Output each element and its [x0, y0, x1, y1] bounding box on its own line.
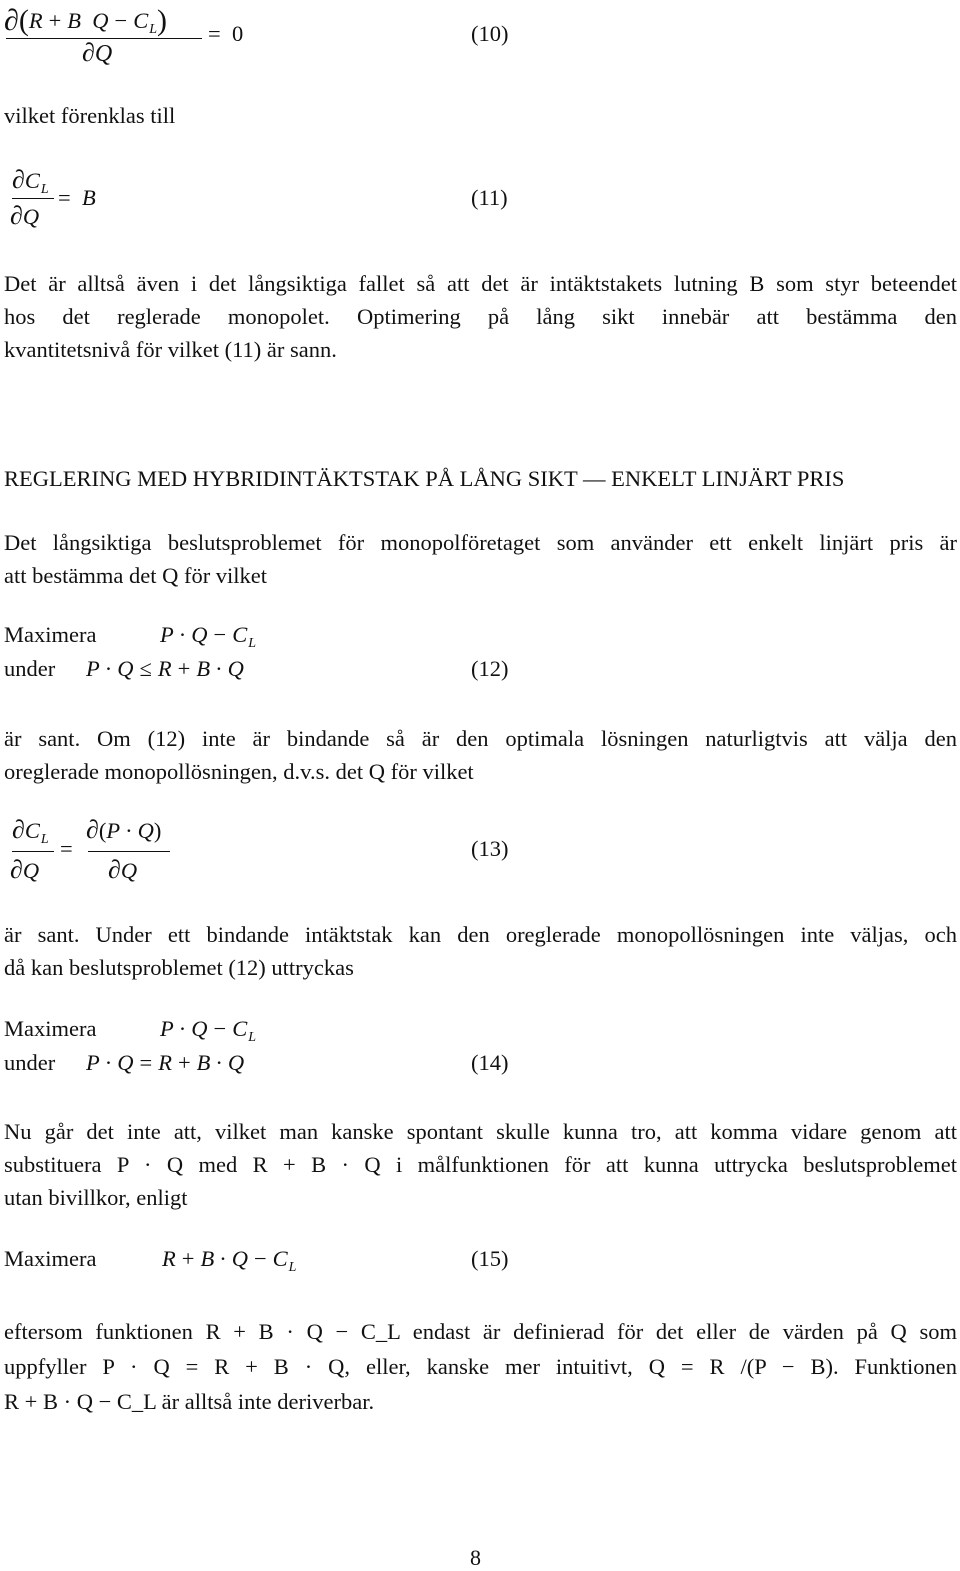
paragraph-2 [4, 526, 957, 592]
problem-15-keyword-maximize: Maximera [4, 1246, 97, 1271]
paragraph-line: är sant. Under ett bindande intäktstak kan den oreglerade monopollösningen inte väljas, och [4, 922, 957, 947]
equation-11-rhs: = B [58, 185, 96, 210]
paragraph-line: eftersom funktionen R + B · Q − C_L endast är definierad för det eller de värden på Q som [4, 1319, 957, 1344]
paragraph-line: är sant. Om (12) inte är bindande så är den optimala lösningen naturligtvis att välja den [4, 726, 957, 751]
problem-15-objective: $R + B \cdot Q - C_L$ [162, 1246, 297, 1275]
paragraph-line: Nu går det inte att, vilket man kanske spontant skulle kunna tro, att komma vidare genom att [4, 1119, 957, 1144]
problem-14-keyword-maximize: Maximera [4, 1016, 97, 1041]
paragraph-3 [4, 722, 957, 788]
paragraph-line: oreglerade monopollösningen, d.v.s. det Q för vilket [4, 759, 474, 784]
paragraph-6 [4, 1314, 957, 1419]
equation-13-lhs-fraction-bar [12, 851, 54, 852]
equation-13-rhs-denominator: ∂Q [108, 855, 138, 884]
paragraph-line: uppfyller P · Q = R + B · Q, eller, kanske mer intuitivt, Q = R /(P − B). Funktionen [4, 1354, 957, 1379]
paragraph-line: hos det reglerade monopolet. Optimering på lång sikt innebär att bestämma den [4, 304, 957, 329]
paragraph-line: Det är alltså även i det långsiktiga fallet så att det är intäktstakets lutning B som styr beteendet [4, 271, 957, 296]
paragraph-line: då kan beslutsproblemet (12) uttryckas [4, 955, 354, 980]
paragraph-5 [4, 1115, 957, 1214]
equation-11-numerator: $\partial C_L$ [12, 165, 49, 197]
problem-12-number: (12) [471, 656, 509, 681]
section-heading: REGLERING MED HYBRIDINTÄKTSTAK PÅ LÅNG SIKT — ENKELT LINJÄRT PRIS [4, 466, 845, 491]
problem-14-number: (14) [471, 1050, 509, 1075]
problem-12-objective: $P \cdot Q - C_L$ [160, 622, 257, 651]
paragraph-line: kvantitetsnivå för vilket (11) är sann. [4, 337, 337, 362]
equation-13-rhs-numerator: ∂(P · Q) [86, 815, 162, 844]
paragraph-1 [4, 267, 957, 366]
paragraph-line: utan bivillkor, enligt [4, 1185, 188, 1210]
equation-10-numerator: ∂(R + B $Q - C_L$) [4, 4, 168, 37]
paragraph-line: substituera P · Q med R + B · Q i målfunktionen för att kunna uttrycka beslutsproblemet [4, 1152, 957, 1177]
equation-11-denominator: ∂Q [10, 201, 40, 230]
problem-14-objective: $P \cdot Q - C_L$ [160, 1016, 257, 1045]
problem-14-constraint: P · Q = R + B · Q [86, 1050, 245, 1075]
equation-13-number: (13) [471, 836, 509, 861]
text-line: vilket förenklas till [4, 103, 176, 128]
equation-13-equals: = [60, 836, 73, 861]
problem-14-keyword-subject-to: under [4, 1050, 56, 1075]
equation-10-rhs: = 0 [208, 21, 244, 46]
equation-10-number: (10) [471, 21, 509, 46]
problem-12-keyword-maximize: Maximera [4, 622, 97, 647]
equation-11-number: (11) [471, 185, 508, 210]
equation-13-lhs-numerator: $\partial C_L$ [12, 815, 49, 847]
equation-13-rhs-fraction-bar [88, 851, 170, 852]
equation-13-lhs-denominator: ∂Q [10, 855, 40, 884]
paragraph-line: R + B · Q − C_L är alltså inte deriverbar. [4, 1389, 375, 1414]
problem-12-keyword-subject-to: under [4, 656, 56, 681]
problem-15-number: (15) [471, 1246, 509, 1271]
paragraph-line: Det långsiktiga beslutsproblemet för monopolföretaget som använder ett enkelt linjärt pris är [4, 530, 957, 555]
equation-11-fraction-bar [12, 198, 54, 199]
equation-10-denominator: ∂Q [82, 38, 113, 67]
paragraph-4 [4, 918, 957, 984]
paragraph-line: att bestämma det Q för vilket [4, 563, 268, 588]
problem-12-constraint: P · Q ≤ R + B · Q [86, 656, 244, 681]
page-number: 8 [470, 1545, 481, 1570]
